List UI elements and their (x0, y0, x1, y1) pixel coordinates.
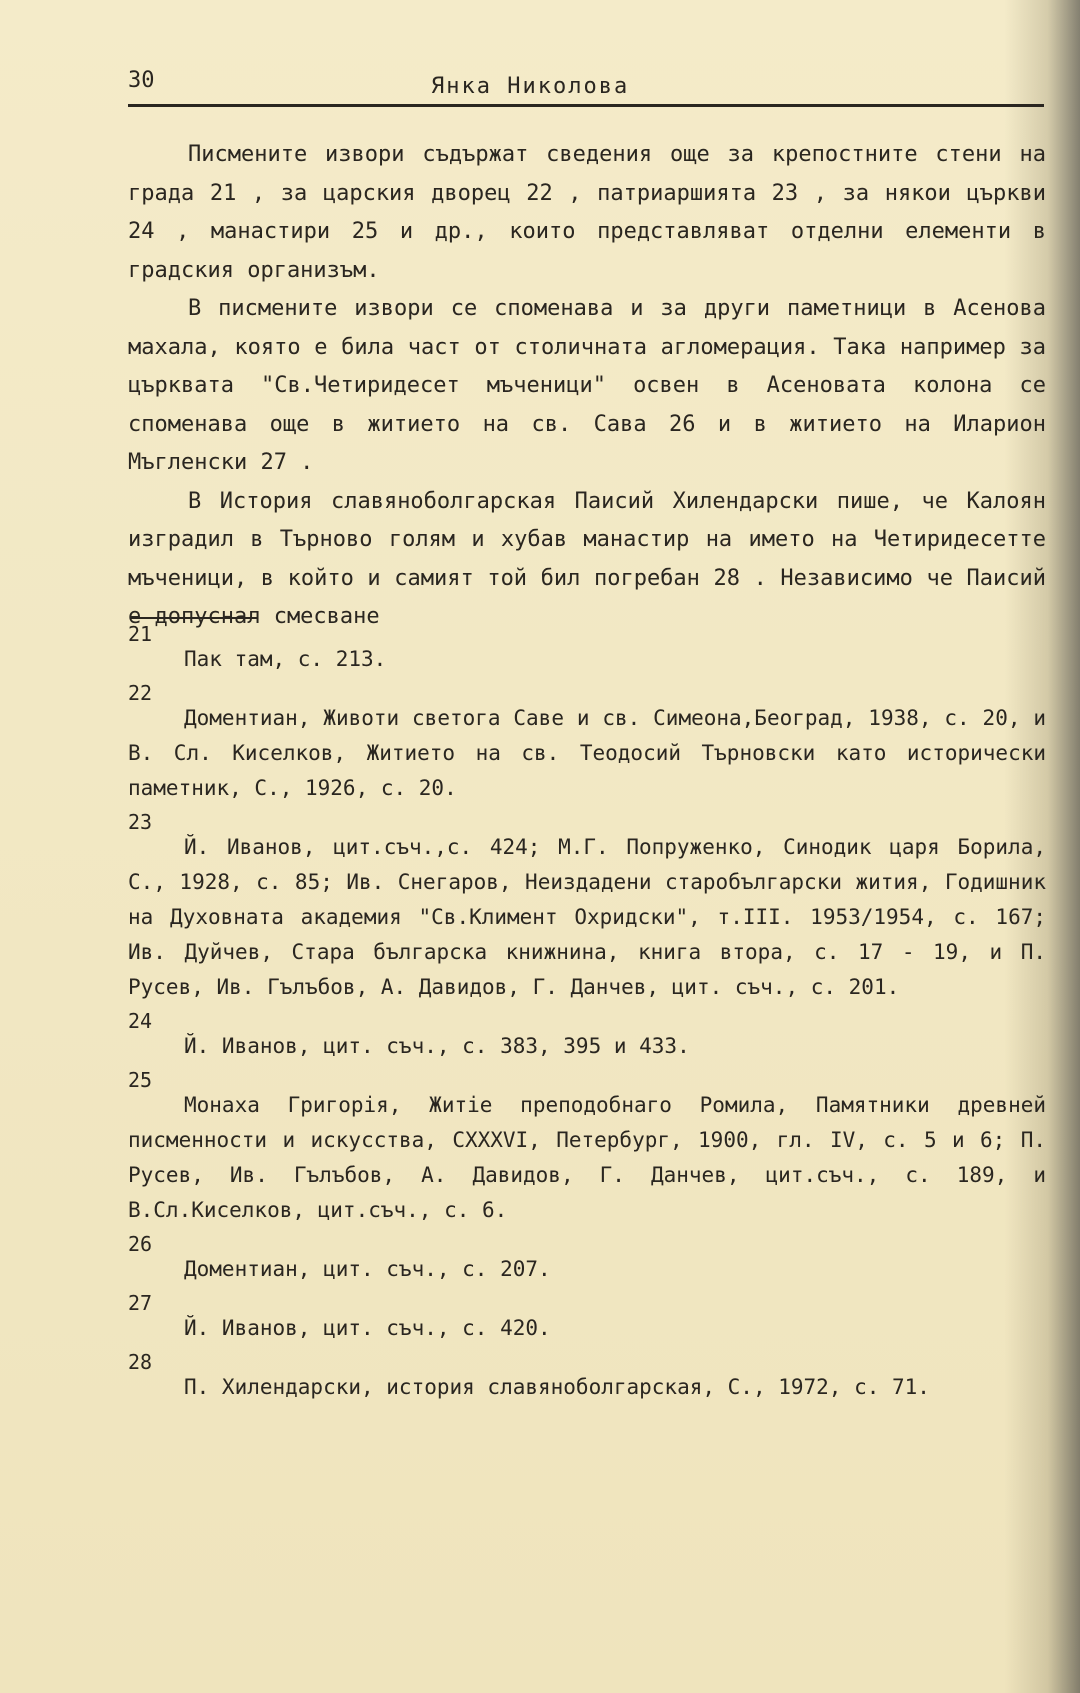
running-head: Янка Николова (431, 74, 630, 99)
footnote (128, 624, 1046, 677)
header-rule (128, 104, 1044, 107)
footnote-text: Монаха Григорія, Житіе преподобнаго Ромила, Памятники древней писменности и искусства, CXXXVI, Петербург, 1900, гл. IV, с. 5 и 6; П. Русев, Ив. Гълъбов, А. Давидов, Г. Данчев, цит.съч., с. 189, и В.Сл.Киселков, цит.съч., с. 6. (128, 1093, 1046, 1222)
footnote-number: 21 (128, 622, 153, 646)
footnote (128, 1011, 1046, 1064)
footnote-number: 23 (128, 810, 153, 834)
footnote-number: 24 (128, 1009, 153, 1033)
footnote (128, 1234, 1046, 1287)
footnote-number: 28 (128, 1350, 153, 1374)
footnote-text: П. Хилендарски, история славянoболгарская, С., 1972, с. 71. (184, 1375, 930, 1399)
footnote (128, 1070, 1046, 1228)
footnote-text: Пак там, с. 213. (184, 647, 387, 671)
footnote (128, 1352, 1046, 1405)
footnote-text: Доментиан, Животи светога Саве и св. Симеона,Београд, 1938, с. 20, и В. Сл. Киселков, Житието на св. Теодосий Търновски като исторически паметник, С., 1926, с. 20. (128, 706, 1046, 800)
paragraph: Писмените извори съдържат сведения още за крепостните стени на града 21 , за царския дворец 22 , патриаршията 23 , за някои църкви 24 , манастири 25 и др., които представляват отделни елементи в градския организъм. (128, 142, 1046, 283)
footnote-text: Й. Иванов, цит.съч.,с. 424; М.Г. Попруженко, Синодик царя Борила, С., 1928, с. 85; Ив. Снегаров, Неиздадени старобългарски жития, Годишник на Духовната академия "Св.Климент Охридски", т.III. 1953/1954, с. 167; Ив. Дуйчев, Стара българска книжнина, книга втора, с. 17 - 19, и П. Русев, Ив. Гълъбов, А. Давидов, Г. Данчев, цит. съч., с. 201. (128, 835, 1046, 999)
paragraph: В писмените извори се споменава и за други паметници в Асенова махала, която е била част от столичната агломерация. Така например за църквата "Св.Четиридесет мъченици" освен в Асеновата колона се споменава още в житието на св. Сава 26 и в житието на Иларион Мъгленски 27 . (128, 296, 1046, 475)
footnote-number: 27 (128, 1291, 153, 1315)
page-header (128, 66, 1048, 106)
footnote (128, 812, 1046, 1005)
page-number: 30 (128, 68, 155, 93)
footnote (128, 1293, 1046, 1346)
footnote-number: 22 (128, 681, 153, 705)
footnote-rule (130, 617, 258, 619)
footnote-text: Й. Иванов, цит. съч., с. 383, 395 и 433. (184, 1034, 690, 1058)
footnote-text: Й. Иванов, цит. съч., с. 420. (184, 1316, 551, 1340)
footnote-text: Доментиан, цит. съч., с. 207. (184, 1257, 551, 1281)
footnote (128, 683, 1046, 806)
paragraph: В История славянoболгарская Паисий Хилендарски пише, че Калоян изградил в Търново голям и хубав манастир на името на Четиридесетте мъченици, в който и самият той бил погребан 28 . Независимо че Паисий е допуснал смесване (128, 488, 1046, 629)
footnotes (128, 624, 1046, 1411)
footnote-number: 26 (128, 1232, 153, 1256)
main-text (128, 136, 1046, 637)
footnote-number: 25 (128, 1068, 153, 1092)
